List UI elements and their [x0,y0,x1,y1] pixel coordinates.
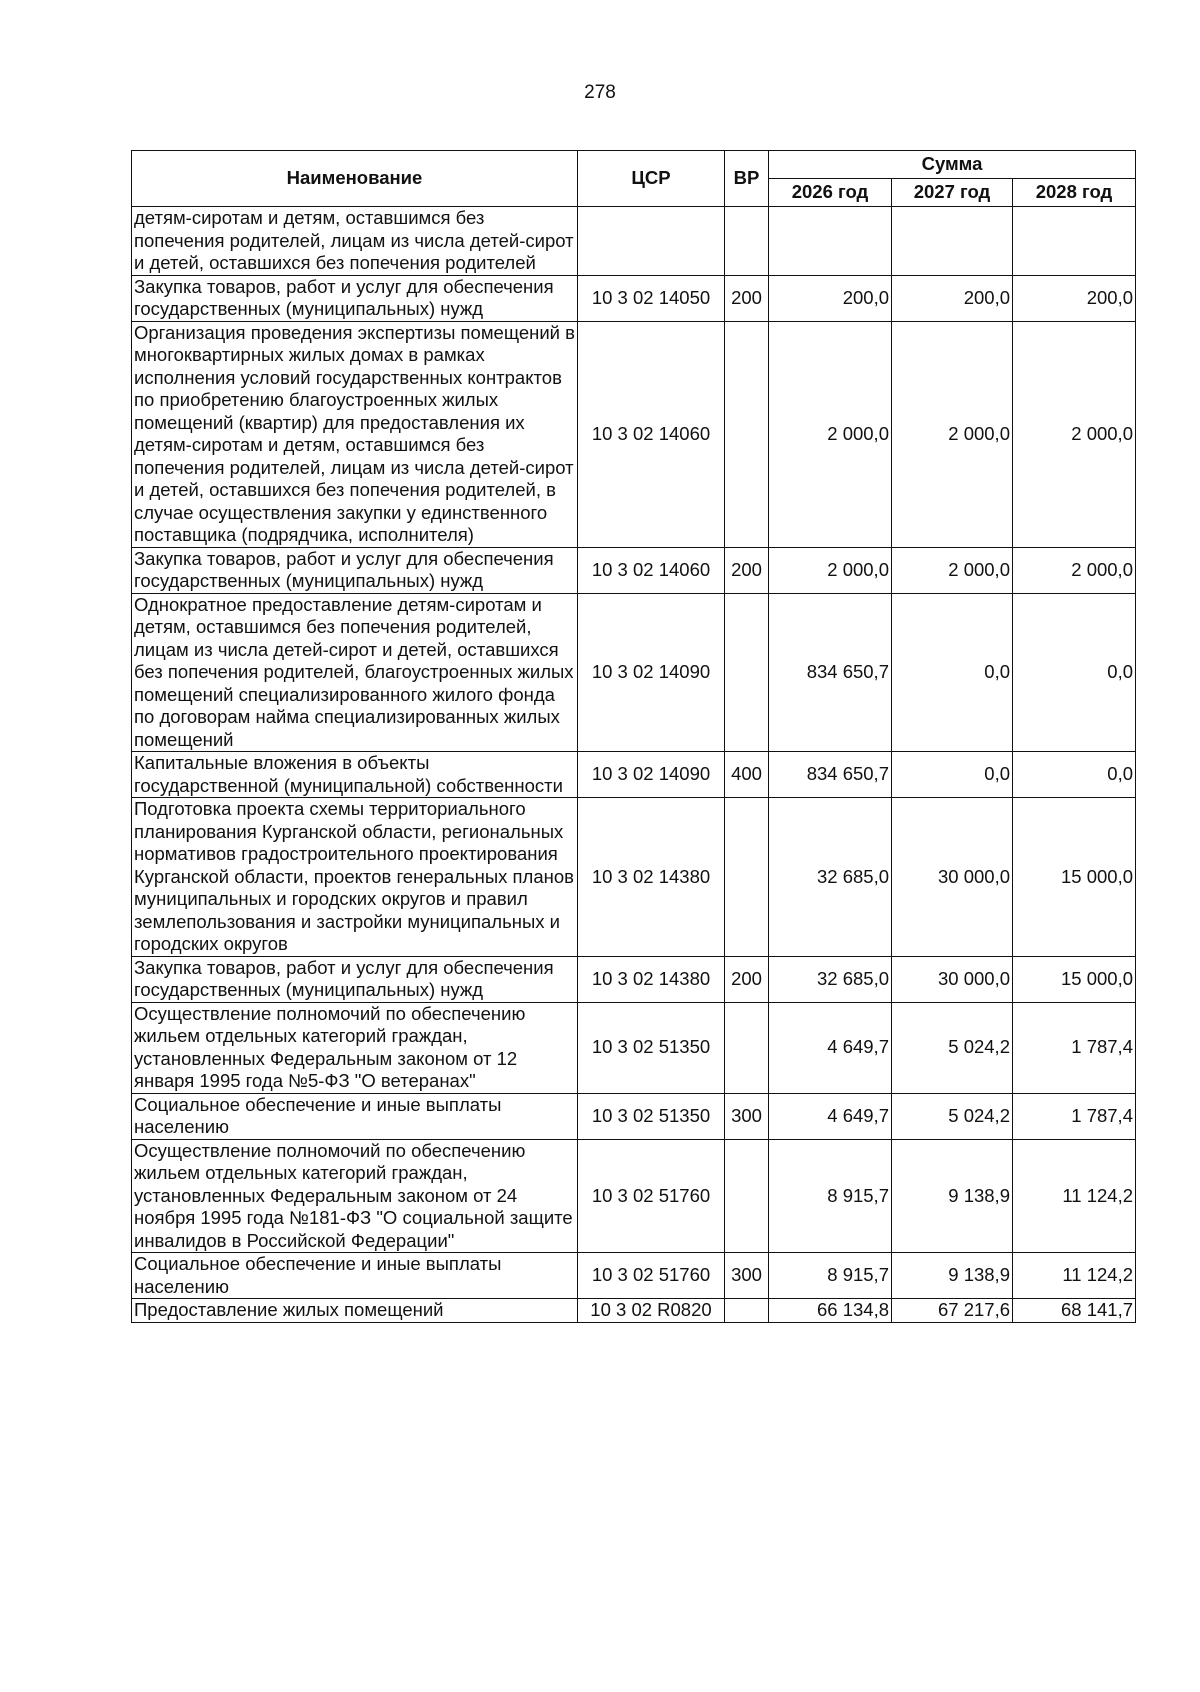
cell-name: Осуществление полномочий по обеспечению жильем отдельных категорий граждан, установленных Федеральным законом от 12 января 1995 года №5-ФЗ "О ветеранах" [132,1002,578,1093]
cell-csr: 10 3 02 14090 [578,593,725,752]
cell-csr: 10 3 02 51350 [578,1093,725,1139]
cell-csr: 10 3 02 14380 [578,956,725,1002]
cell-2027: 67 217,6 [892,1299,1013,1323]
cell-name: Социальное обеспечение и иные выплаты населению [132,1253,578,1299]
cell-2026: 8 915,7 [769,1253,892,1299]
cell-name: Однократное предоставление детям-сиротам и детям, оставшимся без попечения родителей, лицам из числа детей-сирот и детей, оставшихся без попечения родителей, благоустроенных жилых помещений специализированного жилого фонда по договорам найма специализированных жилых помещений [132,593,578,752]
cell-2028: 68 141,7 [1013,1299,1136,1323]
cell-2026: 834 650,7 [769,752,892,798]
cell-vr: 200 [725,275,769,321]
cell-2028: 0,0 [1013,752,1136,798]
table-row [132,1093,1136,1139]
cell-name: Закупка товаров, работ и услуг для обеспечения государственных (муниципальных) нужд [132,275,578,321]
cell-2027: 30 000,0 [892,798,1013,957]
cell-2028: 2 000,0 [1013,547,1136,593]
cell-name: Подготовка проекта схемы территориального планирования Курганской области, региональных нормативов градостроительного проектирования Курганской области, проектов генеральных планов муниципальных и городских округов и правил землепользования и застройки муниципальных и городских округов [132,798,578,957]
cell-name: Закупка товаров, работ и услуг для обеспечения государственных (муниципальных) нужд [132,547,578,593]
cell-2028: 11 124,2 [1013,1139,1136,1253]
cell-2028: 200,0 [1013,275,1136,321]
cell-name: детям-сиротам и детям, оставшимся без попечения родителей, лицам из числа детей-сирот и детей, оставшихся без попечения родителей [132,207,578,276]
header-year-2028: 2028 год [1013,179,1136,207]
table-row [132,956,1136,1002]
cell-2027: 2 000,0 [892,321,1013,547]
cell-csr: 10 3 02 14060 [578,321,725,547]
cell-2027: 30 000,0 [892,956,1013,1002]
cell-2028: 11 124,2 [1013,1253,1136,1299]
cell-name: Осуществление полномочий по обеспечению жильем отдельных категорий граждан, установленных Федеральным законом от 24 ноября 1995 года №181-ФЗ "О социальной защите инвалидов в Российской Федерации" [132,1139,578,1253]
cell-csr: 10 3 02 51760 [578,1139,725,1253]
cell-2028 [1013,207,1136,276]
header-year-2026: 2026 год [769,179,892,207]
cell-2027: 5 024,2 [892,1093,1013,1139]
cell-2026: 32 685,0 [769,956,892,1002]
table-row [132,321,1136,547]
cell-vr [725,1299,769,1323]
cell-csr: 10 3 02 14050 [578,275,725,321]
cell-name: Капитальные вложения в объекты государственной (муниципальной) собственности [132,752,578,798]
table-row [132,1139,1136,1253]
cell-2028: 1 787,4 [1013,1002,1136,1093]
cell-vr [725,1139,769,1253]
cell-2026: 4 649,7 [769,1002,892,1093]
cell-2026: 4 649,7 [769,1093,892,1139]
table-body [132,207,1136,1323]
header-year-2027: 2027 год [892,179,1013,207]
table-row [132,275,1136,321]
cell-2028: 0,0 [1013,593,1136,752]
cell-name: Социальное обеспечение и иные выплаты населению [132,1093,578,1139]
cell-2027: 200,0 [892,275,1013,321]
cell-2027 [892,207,1013,276]
cell-2026: 8 915,7 [769,1139,892,1253]
cell-vr: 300 [725,1253,769,1299]
cell-vr [725,593,769,752]
cell-vr: 200 [725,956,769,1002]
cell-csr: 10 3 02 14090 [578,752,725,798]
cell-csr: 10 3 02 14380 [578,798,725,957]
cell-name: Организация проведения экспертизы помещений в многоквартирных жилых домах в рамках исполнения условий государственных контрактов по приобретению благоустроенных жилых помещений (квартир) для предоставления их детям-сиротам и детям, оставшимся без попечения родителей, лицам из числа детей-сирот и детей, оставшихся без попечения родителей, в случае осуществления закупки у единственного поставщика (подрядчика, исполнителя) [132,321,578,547]
cell-vr [725,1002,769,1093]
cell-2027: 9 138,9 [892,1253,1013,1299]
table-row [132,752,1136,798]
table-row [132,593,1136,752]
header-vr: ВР [725,151,769,207]
cell-vr: 400 [725,752,769,798]
cell-vr: 300 [725,1093,769,1139]
table-row [132,207,1136,276]
cell-2026 [769,207,892,276]
cell-2026: 66 134,8 [769,1299,892,1323]
header-sum: Сумма [769,151,1136,179]
cell-2028: 2 000,0 [1013,321,1136,547]
table-row [132,1299,1136,1323]
cell-vr [725,798,769,957]
cell-2027: 9 138,9 [892,1139,1013,1253]
cell-csr [578,207,725,276]
cell-2027: 0,0 [892,752,1013,798]
table-row [132,1002,1136,1093]
table-row [132,798,1136,957]
cell-vr [725,321,769,547]
cell-2028: 15 000,0 [1013,956,1136,1002]
cell-2028: 15 000,0 [1013,798,1136,957]
cell-name: Закупка товаров, работ и услуг для обеспечения государственных (муниципальных) нужд [132,956,578,1002]
cell-2026: 2 000,0 [769,547,892,593]
cell-csr: 10 3 02 R0820 [578,1299,725,1323]
cell-2026: 834 650,7 [769,593,892,752]
budget-table [131,150,1136,1323]
cell-vr [725,207,769,276]
header-name: Наименование [132,151,578,207]
page-number: 278 [584,82,616,103]
cell-name: Предоставление жилых помещений [132,1299,578,1323]
cell-csr: 10 3 02 51760 [578,1253,725,1299]
cell-2027: 2 000,0 [892,547,1013,593]
cell-2027: 5 024,2 [892,1002,1013,1093]
table-header [132,151,1136,207]
table-row [132,1253,1136,1299]
cell-2026: 200,0 [769,275,892,321]
cell-csr: 10 3 02 14060 [578,547,725,593]
header-csr: ЦСР [578,151,725,207]
cell-vr: 200 [725,547,769,593]
cell-2027: 0,0 [892,593,1013,752]
cell-2028: 1 787,4 [1013,1093,1136,1139]
table-row [132,547,1136,593]
cell-2026: 32 685,0 [769,798,892,957]
cell-2026: 2 000,0 [769,321,892,547]
cell-csr: 10 3 02 51350 [578,1002,725,1093]
